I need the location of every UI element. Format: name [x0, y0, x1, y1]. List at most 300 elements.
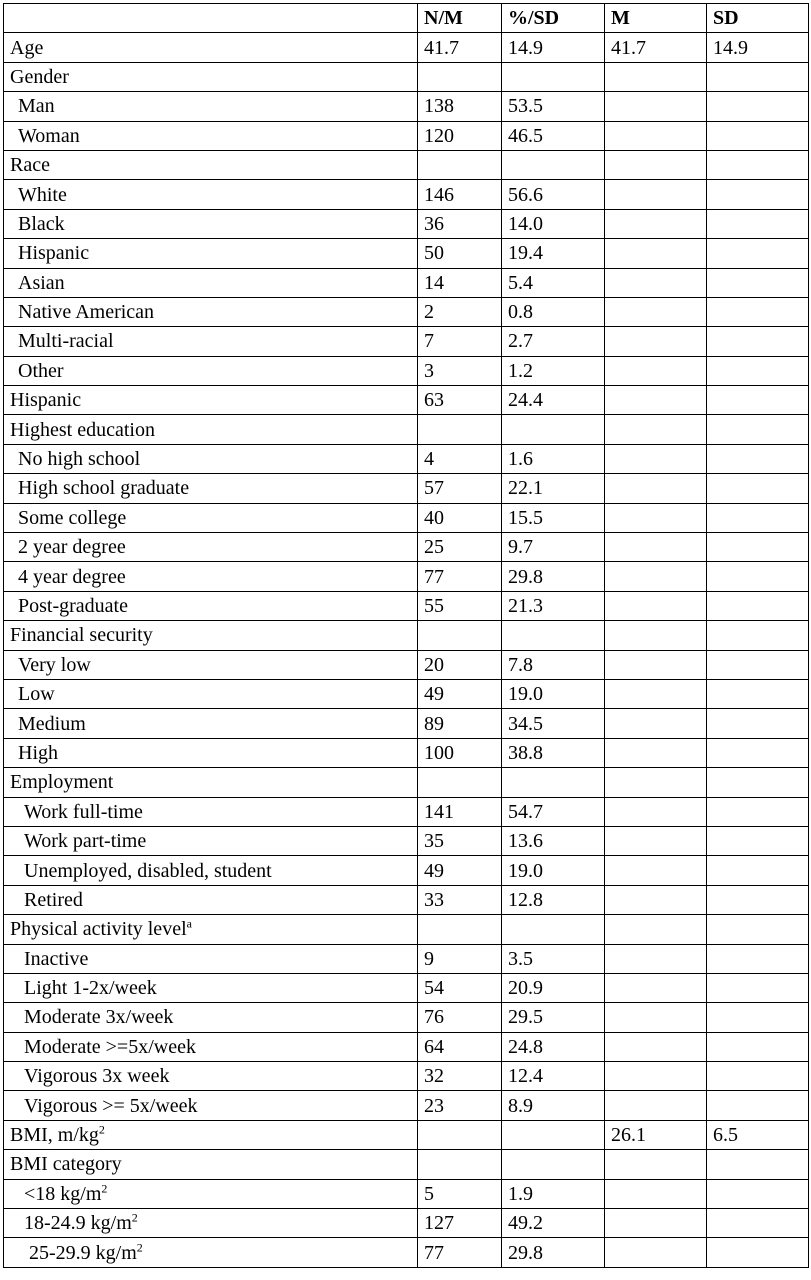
row-label-text: Vigorous >= 5x/week	[24, 1094, 198, 1117]
row-label	[4, 444, 418, 473]
cell-pct-sd: 1.9	[502, 1179, 605, 1208]
cell-n-m: 49	[418, 856, 502, 885]
cell-n-m: 77	[418, 562, 502, 591]
cell-pct-sd: 49.2	[502, 1209, 605, 1238]
table-row	[4, 1150, 809, 1179]
cell-pct-sd: 38.8	[502, 738, 605, 767]
cell-m	[605, 709, 707, 738]
cell-n-m: 146	[418, 180, 502, 209]
cell-sd	[707, 386, 809, 415]
cell-m	[605, 1062, 707, 1091]
cell-pct-sd: 29.5	[502, 1003, 605, 1032]
cell-m	[605, 386, 707, 415]
cell-sd	[707, 768, 809, 797]
cell-m	[605, 92, 707, 121]
row-label	[4, 1003, 418, 1032]
cell-m	[605, 327, 707, 356]
cell-pct-sd: 12.8	[502, 885, 605, 914]
cell-n-m: 41.7	[418, 33, 502, 62]
table-row	[4, 650, 809, 679]
row-label	[4, 297, 418, 326]
cell-sd	[707, 92, 809, 121]
table-row	[4, 973, 809, 1002]
row-label	[4, 1238, 418, 1267]
table-row	[4, 121, 809, 150]
cell-pct-sd: 34.5	[502, 709, 605, 738]
cell-m	[605, 768, 707, 797]
cell-n-m: 2	[418, 297, 502, 326]
row-label	[4, 650, 418, 679]
row-label-text: Light 1-2x/week	[24, 977, 157, 1000]
cell-n-m: 120	[418, 121, 502, 150]
row-label-text: Very low	[18, 653, 91, 676]
cell-sd	[707, 503, 809, 532]
cell-m	[605, 1032, 707, 1061]
cell-pct-sd: 19.0	[502, 856, 605, 885]
cell-n-m: 49	[418, 679, 502, 708]
row-label	[4, 1062, 418, 1091]
row-label-superscript: a	[186, 916, 192, 931]
cell-m	[605, 239, 707, 268]
row-label-text: Retired	[24, 888, 83, 911]
row-label-text: Hispanic	[10, 389, 82, 412]
cell-sd: 6.5	[707, 1120, 809, 1149]
table-row	[4, 915, 809, 944]
row-label-text: Moderate 3x/week	[24, 1006, 174, 1029]
cell-m	[605, 562, 707, 591]
row-label-superscript: 2	[101, 1181, 108, 1196]
cell-pct-sd	[502, 150, 605, 179]
cell-pct-sd: 13.6	[502, 826, 605, 855]
cell-pct-sd	[502, 415, 605, 444]
demographics-table	[3, 3, 809, 1268]
cell-n-m: 76	[418, 1003, 502, 1032]
row-label-text: 2 year degree	[18, 536, 126, 559]
table-row	[4, 709, 809, 738]
header-nm: N/M	[418, 4, 502, 33]
row-label	[4, 209, 418, 238]
cell-pct-sd: 29.8	[502, 562, 605, 591]
cell-pct-sd: 14.0	[502, 209, 605, 238]
row-label	[4, 768, 418, 797]
cell-sd	[707, 356, 809, 385]
row-label	[4, 62, 418, 91]
cell-n-m: 20	[418, 650, 502, 679]
cell-m	[605, 915, 707, 944]
cell-m	[605, 297, 707, 326]
table-row	[4, 826, 809, 855]
table-row	[4, 1003, 809, 1032]
row-label	[4, 621, 418, 650]
table-row	[4, 33, 809, 62]
cell-sd	[707, 268, 809, 297]
row-label	[4, 239, 418, 268]
row-label	[4, 797, 418, 826]
row-label	[4, 709, 418, 738]
row-label	[4, 1120, 418, 1149]
row-label	[4, 33, 418, 62]
header-sd: SD	[707, 4, 809, 33]
cell-pct-sd: 1.2	[502, 356, 605, 385]
table-row	[4, 474, 809, 503]
cell-pct-sd: 7.8	[502, 650, 605, 679]
cell-n-m: 50	[418, 239, 502, 268]
cell-sd	[707, 679, 809, 708]
cell-pct-sd	[502, 621, 605, 650]
row-label	[4, 150, 418, 179]
cell-m	[605, 1179, 707, 1208]
cell-pct-sd: 24.8	[502, 1032, 605, 1061]
row-label-text: Some college	[18, 506, 127, 529]
cell-n-m	[418, 1120, 502, 1149]
row-label-text: Work part-time	[24, 830, 147, 853]
cell-n-m: 9	[418, 944, 502, 973]
cell-sd	[707, 621, 809, 650]
table-row	[4, 1120, 809, 1149]
cell-m	[605, 150, 707, 179]
row-label	[4, 356, 418, 385]
row-label	[4, 679, 418, 708]
cell-m	[605, 415, 707, 444]
cell-pct-sd	[502, 1150, 605, 1179]
cell-m	[605, 533, 707, 562]
row-label-text: Vigorous 3x week	[24, 1065, 170, 1088]
cell-m	[605, 944, 707, 973]
table-row	[4, 944, 809, 973]
cell-m	[605, 121, 707, 150]
cell-m	[605, 1150, 707, 1179]
cell-n-m: 100	[418, 738, 502, 767]
cell-sd	[707, 1062, 809, 1091]
cell-m	[605, 356, 707, 385]
cell-sd	[707, 591, 809, 620]
cell-pct-sd	[502, 915, 605, 944]
cell-n-m: 36	[418, 209, 502, 238]
cell-pct-sd: 12.4	[502, 1062, 605, 1091]
cell-n-m: 89	[418, 709, 502, 738]
cell-pct-sd: 5.4	[502, 268, 605, 297]
cell-n-m: 25	[418, 533, 502, 562]
table-row	[4, 856, 809, 885]
cell-pct-sd: 54.7	[502, 797, 605, 826]
cell-sd	[707, 1003, 809, 1032]
row-label-text: BMI category	[10, 1153, 122, 1176]
row-label-superscript: 2	[98, 1122, 105, 1137]
cell-pct-sd: 53.5	[502, 92, 605, 121]
table-row	[4, 533, 809, 562]
table-row	[4, 797, 809, 826]
cell-m	[605, 885, 707, 914]
row-label	[4, 1150, 418, 1179]
row-label-text: Moderate >=5x/week	[24, 1035, 196, 1058]
row-label-text: Multi-racial	[18, 330, 114, 353]
cell-pct-sd: 19.4	[502, 239, 605, 268]
row-label-text: Hispanic	[18, 242, 90, 265]
row-label	[4, 591, 418, 620]
cell-n-m: 57	[418, 474, 502, 503]
cell-pct-sd: 24.4	[502, 386, 605, 415]
row-label-text: Age	[10, 36, 44, 59]
cell-n-m: 40	[418, 503, 502, 532]
cell-sd	[707, 327, 809, 356]
cell-sd	[707, 533, 809, 562]
cell-pct-sd: 1.6	[502, 444, 605, 473]
row-label	[4, 533, 418, 562]
cell-n-m: 3	[418, 356, 502, 385]
row-label-text: Black	[18, 212, 65, 235]
cell-pct-sd: 21.3	[502, 591, 605, 620]
row-label-text: 18-24.9 kg/m	[24, 1212, 132, 1235]
header-pct-sd: %/SD	[502, 4, 605, 33]
table-row	[4, 591, 809, 620]
cell-m	[605, 180, 707, 209]
cell-n-m: 35	[418, 826, 502, 855]
cell-pct-sd: 14.9	[502, 33, 605, 62]
cell-sd	[707, 885, 809, 914]
cell-m	[605, 973, 707, 1002]
header-label	[4, 4, 418, 33]
table-row	[4, 1238, 809, 1267]
cell-m	[605, 621, 707, 650]
cell-m	[605, 1209, 707, 1238]
row-label-text: Physical activity level	[10, 918, 187, 941]
row-label-text: High	[18, 741, 58, 764]
cell-m	[605, 1238, 707, 1267]
cell-n-m	[418, 1150, 502, 1179]
cell-m	[605, 209, 707, 238]
cell-sd	[707, 562, 809, 591]
cell-n-m: 33	[418, 885, 502, 914]
table-row	[4, 150, 809, 179]
row-label-text: Medium	[18, 712, 86, 735]
row-label	[4, 562, 418, 591]
row-label-text: Work full-time	[24, 800, 143, 823]
table-row	[4, 621, 809, 650]
table-row	[4, 1091, 809, 1120]
row-label	[4, 856, 418, 885]
row-label-text: Other	[18, 359, 64, 382]
cell-n-m	[418, 768, 502, 797]
cell-sd	[707, 797, 809, 826]
cell-pct-sd	[502, 62, 605, 91]
cell-m	[605, 797, 707, 826]
row-label-text: Low	[18, 683, 55, 706]
cell-pct-sd: 3.5	[502, 944, 605, 973]
cell-n-m: 32	[418, 1062, 502, 1091]
row-label-superscript: 2	[131, 1210, 138, 1225]
row-label-text: BMI, m/kg	[10, 1124, 99, 1147]
cell-sd	[707, 444, 809, 473]
row-label-text: Gender	[10, 65, 69, 88]
table-row	[4, 327, 809, 356]
table-row	[4, 738, 809, 767]
cell-m	[605, 474, 707, 503]
cell-n-m: 138	[418, 92, 502, 121]
row-label-text: Inactive	[24, 947, 89, 970]
table-row	[4, 1032, 809, 1061]
row-label-text: Woman	[18, 124, 80, 147]
row-label	[4, 1091, 418, 1120]
cell-sd	[707, 1209, 809, 1238]
cell-sd	[707, 856, 809, 885]
cell-sd	[707, 150, 809, 179]
cell-sd	[707, 826, 809, 855]
cell-m	[605, 826, 707, 855]
table-row	[4, 679, 809, 708]
cell-pct-sd: 19.0	[502, 679, 605, 708]
row-label	[4, 1179, 418, 1208]
cell-sd: 14.9	[707, 33, 809, 62]
row-label	[4, 1032, 418, 1061]
table-row	[4, 768, 809, 797]
row-label-text: <18 kg/m	[24, 1182, 102, 1205]
cell-pct-sd: 8.9	[502, 1091, 605, 1120]
cell-sd	[707, 944, 809, 973]
row-label	[4, 92, 418, 121]
cell-pct-sd: 46.5	[502, 121, 605, 150]
cell-m	[605, 1091, 707, 1120]
row-label	[4, 386, 418, 415]
row-label	[4, 944, 418, 973]
row-label	[4, 327, 418, 356]
row-label	[4, 738, 418, 767]
cell-n-m	[418, 415, 502, 444]
cell-m	[605, 679, 707, 708]
cell-m	[605, 738, 707, 767]
cell-pct-sd: 56.6	[502, 180, 605, 209]
table-row	[4, 297, 809, 326]
row-label	[4, 885, 418, 914]
row-label	[4, 973, 418, 1002]
table-row	[4, 1062, 809, 1091]
table-row	[4, 239, 809, 268]
table-row	[4, 386, 809, 415]
row-label-text: No high school	[18, 448, 141, 471]
table-row	[4, 415, 809, 444]
cell-n-m: 63	[418, 386, 502, 415]
cell-pct-sd	[502, 1120, 605, 1149]
cell-pct-sd: 0.8	[502, 297, 605, 326]
row-label-text: Man	[18, 95, 55, 118]
cell-sd	[707, 1150, 809, 1179]
cell-pct-sd: 15.5	[502, 503, 605, 532]
header-row	[4, 4, 809, 33]
cell-sd	[707, 1032, 809, 1061]
cell-n-m: 54	[418, 973, 502, 1002]
row-label-text: Highest education	[10, 418, 155, 441]
table-row	[4, 503, 809, 532]
row-label	[4, 826, 418, 855]
cell-n-m: 64	[418, 1032, 502, 1061]
cell-n-m: 23	[418, 1091, 502, 1120]
cell-n-m: 127	[418, 1209, 502, 1238]
cell-m	[605, 591, 707, 620]
row-label-text: 25-29.9 kg/m	[29, 1241, 137, 1264]
row-label-text: High school graduate	[18, 477, 190, 500]
cell-n-m: 4	[418, 444, 502, 473]
cell-sd	[707, 915, 809, 944]
cell-n-m	[418, 62, 502, 91]
cell-n-m: 141	[418, 797, 502, 826]
cell-sd	[707, 1238, 809, 1267]
row-label-text: 4 year degree	[18, 565, 126, 588]
cell-n-m	[418, 915, 502, 944]
cell-n-m	[418, 150, 502, 179]
row-label	[4, 268, 418, 297]
row-label-superscript: 2	[136, 1239, 143, 1254]
header-m: M	[605, 4, 707, 33]
cell-sd	[707, 474, 809, 503]
cell-sd	[707, 121, 809, 150]
table-row	[4, 92, 809, 121]
row-label-text: Race	[10, 154, 50, 177]
cell-sd	[707, 415, 809, 444]
row-label	[4, 180, 418, 209]
cell-sd	[707, 1179, 809, 1208]
cell-sd	[707, 1091, 809, 1120]
row-label	[4, 474, 418, 503]
row-label-text: Native American	[18, 301, 155, 324]
cell-m	[605, 268, 707, 297]
table-row	[4, 885, 809, 914]
cell-n-m: 14	[418, 268, 502, 297]
table-row	[4, 268, 809, 297]
table-row	[4, 1179, 809, 1208]
row-label-text: Unemployed, disabled, student	[24, 859, 272, 882]
cell-n-m: 7	[418, 327, 502, 356]
row-label	[4, 503, 418, 532]
table-row	[4, 209, 809, 238]
cell-m: 26.1	[605, 1120, 707, 1149]
row-label-text: Post-graduate	[18, 595, 128, 617]
row-label-text: Financial security	[10, 624, 153, 647]
cell-n-m	[418, 621, 502, 650]
cell-n-m: 55	[418, 591, 502, 620]
cell-sd	[707, 209, 809, 238]
row-label	[4, 915, 418, 944]
row-label	[4, 121, 418, 150]
row-label	[4, 415, 418, 444]
cell-n-m: 77	[418, 1238, 502, 1267]
table-row	[4, 62, 809, 91]
cell-sd	[707, 180, 809, 209]
cell-pct-sd	[502, 768, 605, 797]
table-row	[4, 444, 809, 473]
cell-n-m: 5	[418, 1179, 502, 1208]
cell-m	[605, 650, 707, 679]
cell-m: 41.7	[605, 33, 707, 62]
cell-sd	[707, 973, 809, 1002]
cell-sd	[707, 62, 809, 91]
row-label-text: White	[18, 183, 67, 206]
row-label-text: Asian	[18, 271, 65, 294]
cell-m	[605, 62, 707, 91]
cell-m	[605, 444, 707, 473]
table-row	[4, 1209, 809, 1238]
table-row	[4, 356, 809, 385]
row-label	[4, 1209, 418, 1238]
cell-sd	[707, 709, 809, 738]
cell-sd	[707, 239, 809, 268]
cell-m	[605, 503, 707, 532]
cell-sd	[707, 297, 809, 326]
cell-pct-sd: 20.9	[502, 973, 605, 1002]
cell-pct-sd: 9.7	[502, 533, 605, 562]
table-row	[4, 562, 809, 591]
table-row	[4, 180, 809, 209]
cell-pct-sd: 29.8	[502, 1238, 605, 1267]
cell-m	[605, 856, 707, 885]
